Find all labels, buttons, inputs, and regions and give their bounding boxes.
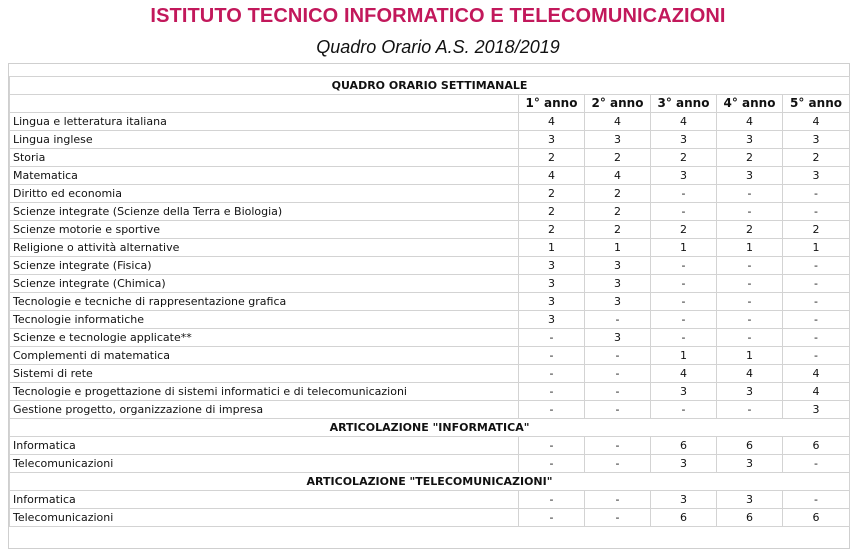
hours-cell: - <box>519 437 585 455</box>
subject-name: Scienze integrate (Scienze della Terra e Biologia) <box>10 203 519 221</box>
hours-cell: - <box>717 203 783 221</box>
year-header: 3° anno <box>651 95 717 113</box>
subject-name: Sistemi di rete <box>10 365 519 383</box>
hours-cell: - <box>585 491 651 509</box>
hours-cell: 3 <box>585 329 651 347</box>
hours-cell: 1 <box>717 347 783 365</box>
hours-cell: - <box>717 293 783 311</box>
subject-name: Tecnologie e progettazione di sistemi informatici e di telecomunicazioni <box>10 383 519 401</box>
year-header: 4° anno <box>717 95 783 113</box>
table-row <box>10 329 850 347</box>
hours-cell: - <box>519 509 585 527</box>
hours-cell: 2 <box>651 149 717 167</box>
hours-cell: 6 <box>783 437 850 455</box>
table-row <box>10 185 850 203</box>
hours-cell: 4 <box>519 113 585 131</box>
table-row <box>10 167 850 185</box>
hours-cell: 6 <box>651 509 717 527</box>
hours-cell: - <box>651 275 717 293</box>
hours-cell: 2 <box>585 149 651 167</box>
hours-cell: 3 <box>585 293 651 311</box>
section-title: QUADRO ORARIO SETTIMANALE <box>10 77 850 95</box>
hours-cell: 4 <box>519 167 585 185</box>
hours-cell: - <box>717 257 783 275</box>
hours-cell: - <box>717 185 783 203</box>
hours-cell: 4 <box>783 113 850 131</box>
subject-column-header <box>10 95 519 113</box>
hours-cell: 3 <box>783 131 850 149</box>
subject-name: Scienze integrate (Fisica) <box>10 257 519 275</box>
hours-cell: - <box>783 347 850 365</box>
hours-cell: - <box>519 401 585 419</box>
hours-cell: 2 <box>585 203 651 221</box>
hours-cell: 6 <box>651 437 717 455</box>
subject-name: Scienze motorie e sportive <box>10 221 519 239</box>
hours-cell: 3 <box>585 131 651 149</box>
hours-cell: 3 <box>519 293 585 311</box>
hours-cell: - <box>783 185 850 203</box>
timetable-body <box>10 77 850 527</box>
year-header-row <box>10 95 850 113</box>
hours-cell: 3 <box>585 257 651 275</box>
hours-cell: 3 <box>717 491 783 509</box>
table-row <box>10 437 850 455</box>
subject-name: Lingua inglese <box>10 131 519 149</box>
subject-name: Lingua e letteratura italiana <box>10 113 519 131</box>
timetable <box>9 76 850 527</box>
hours-cell: 3 <box>519 257 585 275</box>
hours-cell: - <box>585 311 651 329</box>
hours-cell: - <box>519 365 585 383</box>
table-row <box>10 509 850 527</box>
subject-name: Religione o attività alternative <box>10 239 519 257</box>
hours-cell: 2 <box>585 185 651 203</box>
hours-cell: - <box>717 311 783 329</box>
hours-cell: 3 <box>519 275 585 293</box>
table-row <box>10 221 850 239</box>
year-header: 2° anno <box>585 95 651 113</box>
hours-cell: 4 <box>651 365 717 383</box>
hours-cell: 3 <box>717 455 783 473</box>
table-row <box>10 401 850 419</box>
hours-cell: - <box>651 203 717 221</box>
table-row <box>10 455 850 473</box>
hours-cell: 1 <box>519 239 585 257</box>
table-row <box>10 491 850 509</box>
table-row <box>10 365 850 383</box>
hours-cell: - <box>783 491 850 509</box>
hours-cell: - <box>717 329 783 347</box>
hours-cell: 1 <box>651 239 717 257</box>
hours-cell: - <box>783 455 850 473</box>
hours-cell: - <box>585 383 651 401</box>
hours-cell: - <box>651 293 717 311</box>
hours-cell: - <box>783 203 850 221</box>
articulation-telecomunicazioni-title-row <box>10 473 850 491</box>
year-header: 1° anno <box>519 95 585 113</box>
hours-cell: - <box>783 329 850 347</box>
hours-cell: 6 <box>717 437 783 455</box>
table-row <box>10 257 850 275</box>
hours-cell: 3 <box>519 311 585 329</box>
hours-cell: - <box>519 491 585 509</box>
table-row <box>10 113 850 131</box>
hours-cell: 2 <box>783 149 850 167</box>
hours-cell: 3 <box>783 401 850 419</box>
hours-cell: 6 <box>783 509 850 527</box>
hours-cell: - <box>651 185 717 203</box>
subject-name: Matematica <box>10 167 519 185</box>
hours-cell: - <box>651 311 717 329</box>
page-subtitle: Quadro Orario A.S. 2018/2019 <box>316 37 560 57</box>
section-header-row <box>10 77 850 95</box>
hours-cell: - <box>519 329 585 347</box>
hours-cell: - <box>717 401 783 419</box>
hours-cell: - <box>519 347 585 365</box>
table-row <box>10 149 850 167</box>
hours-cell: 4 <box>783 365 850 383</box>
hours-cell: - <box>585 455 651 473</box>
hours-cell: - <box>651 329 717 347</box>
hours-cell: 2 <box>519 185 585 203</box>
hours-cell: 3 <box>717 131 783 149</box>
year-header: 5° anno <box>783 95 850 113</box>
hours-cell: 2 <box>519 149 585 167</box>
hours-cell: 2 <box>519 203 585 221</box>
hours-cell: 1 <box>783 239 850 257</box>
hours-cell: 3 <box>717 167 783 185</box>
hours-cell: - <box>651 401 717 419</box>
hours-cell: 6 <box>717 509 783 527</box>
hours-cell: 3 <box>651 131 717 149</box>
subject-name: Telecomunicazioni <box>10 455 519 473</box>
hours-cell: - <box>783 275 850 293</box>
articulation-informatica-title: ARTICOLAZIONE "INFORMATICA" <box>10 419 850 437</box>
hours-cell: 4 <box>585 113 651 131</box>
subject-name: Scienze e tecnologie applicate** <box>10 329 519 347</box>
hours-cell: - <box>783 311 850 329</box>
table-row <box>10 347 850 365</box>
articulation-telecomunicazioni-title: ARTICOLAZIONE "TELECOMUNICAZIONI" <box>10 473 850 491</box>
hours-cell: 4 <box>651 113 717 131</box>
hours-cell: 2 <box>519 221 585 239</box>
hours-cell: - <box>585 347 651 365</box>
hours-cell: - <box>717 275 783 293</box>
hours-cell: 3 <box>783 167 850 185</box>
subject-name: Scienze integrate (Chimica) <box>10 275 519 293</box>
subject-name: Tecnologie e tecniche di rappresentazione grafica <box>10 293 519 311</box>
hours-cell: - <box>651 257 717 275</box>
hours-cell: 3 <box>651 491 717 509</box>
hours-cell: 2 <box>717 149 783 167</box>
subject-name: Diritto ed economia <box>10 185 519 203</box>
table-row <box>10 239 850 257</box>
table-row <box>10 293 850 311</box>
hours-cell: - <box>519 455 585 473</box>
hours-cell: 2 <box>585 221 651 239</box>
hours-cell: - <box>585 509 651 527</box>
hours-cell: 1 <box>585 239 651 257</box>
hours-cell: 3 <box>651 167 717 185</box>
hours-cell: 1 <box>717 239 783 257</box>
table-row <box>10 383 850 401</box>
subject-name: Informatica <box>10 491 519 509</box>
hours-cell: 4 <box>717 365 783 383</box>
hours-cell: - <box>519 383 585 401</box>
subject-name: Telecomunicazioni <box>10 509 519 527</box>
hours-cell: 4 <box>783 383 850 401</box>
subject-name: Complementi di matematica <box>10 347 519 365</box>
hours-cell: 4 <box>585 167 651 185</box>
hours-cell: 1 <box>651 347 717 365</box>
table-row <box>10 131 850 149</box>
hours-cell: - <box>783 257 850 275</box>
hours-cell: 3 <box>519 131 585 149</box>
hours-cell: - <box>585 401 651 419</box>
hours-cell: 3 <box>717 383 783 401</box>
subject-name: Informatica <box>10 437 519 455</box>
articulation-informatica-title-row <box>10 419 850 437</box>
hours-cell: 3 <box>651 383 717 401</box>
page-title: ISTITUTO TECNICO INFORMATICO E TELECOMUNICAZIONI <box>150 5 726 27</box>
subject-name: Storia <box>10 149 519 167</box>
hours-cell: - <box>585 365 651 383</box>
subject-name: Tecnologie informatiche <box>10 311 519 329</box>
subject-name: Gestione progetto, organizzazione di impresa <box>10 401 519 419</box>
hours-cell: 2 <box>717 221 783 239</box>
hours-cell: 3 <box>585 275 651 293</box>
hours-cell: 3 <box>651 455 717 473</box>
hours-cell: 4 <box>717 113 783 131</box>
table-row <box>10 203 850 221</box>
hours-cell: - <box>585 437 651 455</box>
table-row <box>10 311 850 329</box>
table-row <box>10 275 850 293</box>
hours-cell: - <box>783 293 850 311</box>
hours-cell: 2 <box>651 221 717 239</box>
hours-cell: 2 <box>783 221 850 239</box>
